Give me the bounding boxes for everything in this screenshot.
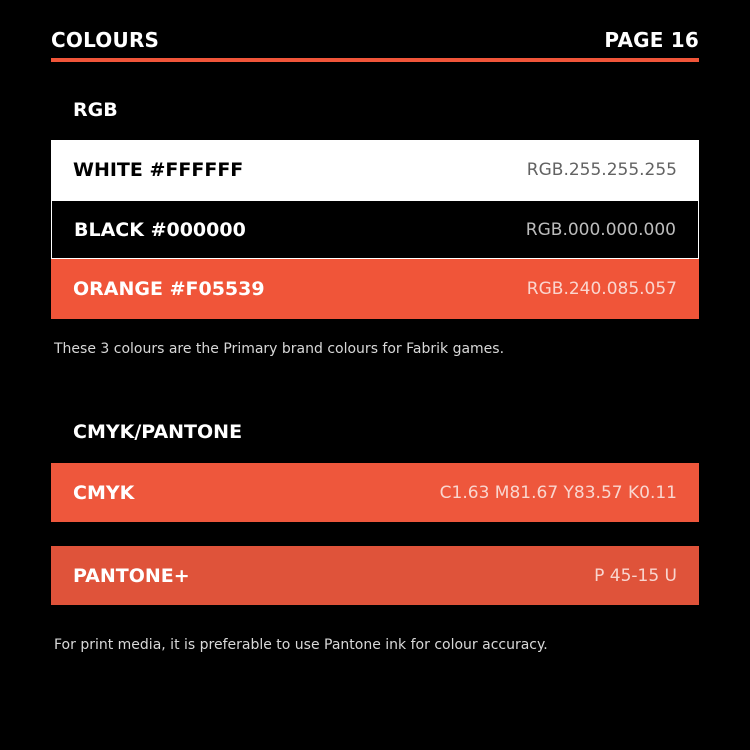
swatch-value: RGB.240.085.057 [526,279,677,299]
swatch-name: CMYK [73,481,135,504]
page-title: COLOURS [51,28,160,52]
rgb-section-heading: RGB [73,99,118,121]
swatch-value: RGB.000.000.000 [525,219,676,240]
swatch-name: WHITE #FFFFFF [73,159,244,181]
cmyk-section-heading: CMYK/PANTONE [73,421,243,443]
swatch-name: PANTONE+ [73,564,190,587]
swatch-value: C1.63 M81.67 Y83.57 K0.11 [439,482,677,503]
swatch-white [51,140,699,200]
swatch-name: ORANGE #F05539 [73,278,265,300]
swatch-value: RGB.255.255.255 [526,160,677,180]
swatch-value: P 45-15 U [594,565,677,586]
swatch-name: BLACK #000000 [74,218,246,241]
swatch-pantone [51,546,699,605]
rgb-note: These 3 colours are the Primary brand colours for Fabrik games. [54,341,505,357]
swatch-cmyk [51,463,699,522]
header-divider [51,58,699,62]
page-number: PAGE 16 [604,28,699,52]
swatch-black [51,200,699,259]
print-note: For print media, it is preferable to use Pantone ink for colour accuracy. [54,637,548,653]
page-header [51,27,699,53]
swatch-orange [51,259,699,319]
